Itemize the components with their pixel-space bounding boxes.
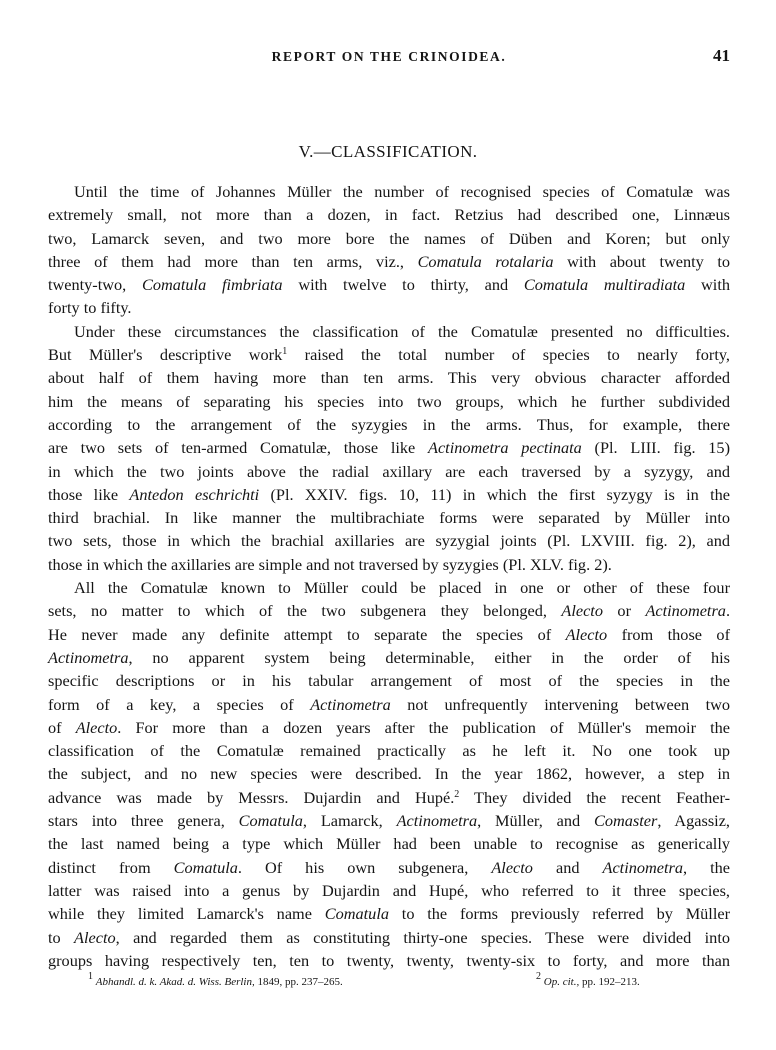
footnotes <box>88 971 688 994</box>
text-run: about half of them having more than ten arms. This very obvious character afforded <box>48 368 730 388</box>
text-run: classification of the Comatulæ remained practically as he left it. No one took up <box>48 741 730 761</box>
text-run: raised the total number of species to nearly forty, <box>287 345 730 365</box>
italic-term: Comatula <box>238 811 303 831</box>
text-line <box>48 460 730 483</box>
text-run: to <box>48 927 75 947</box>
italic-term: Actinometra <box>48 647 129 667</box>
text-run: . For more than a dozen years after the publication of Müller's memoir the <box>117 717 730 737</box>
italic-term: Actinometra <box>602 857 683 877</box>
text-line <box>48 762 730 785</box>
text-run: those in which the axillaries are simple and not traversed by syzygies (Pl. XLV. fig. 2). <box>48 554 612 574</box>
italic-term: Comatula <box>173 857 238 877</box>
paragraph <box>48 576 730 972</box>
text-run: with about twenty to <box>553 251 731 271</box>
italic-term: Antedon eschrichti <box>129 484 260 504</box>
text-line <box>48 832 730 855</box>
text-run: from those of <box>607 624 730 644</box>
footnote-source: Op. cit., <box>543 976 580 988</box>
text-line <box>48 879 730 902</box>
text-run: , and regarded them as constituting thirty-one species. These were divided into <box>115 927 730 947</box>
text-line <box>48 343 730 366</box>
text-run: They divided the recent Feather- <box>459 787 730 807</box>
text-line <box>48 669 730 692</box>
text-line <box>48 529 730 552</box>
text-run: two, Lamarck seven, and two more bore the names of Düben and Koren; but only <box>48 228 730 248</box>
text-line <box>48 250 730 273</box>
text-line <box>48 320 730 343</box>
text-line <box>48 926 730 949</box>
text-run: with twelve to thirty, and <box>282 275 524 295</box>
text-run: , Agassiz, <box>657 811 730 831</box>
italic-term: Actinometra pectinata <box>428 438 582 458</box>
text-run: , Lamarck, <box>302 811 397 831</box>
text-run: and <box>532 857 603 877</box>
text-line <box>48 390 730 413</box>
text-run: groups having respectively ten, ten to twenty, twenty, twenty-six to forty, and more than <box>48 950 730 970</box>
text-run: (Pl. LIII. fig. 15) <box>581 438 730 458</box>
text-run: three of them had more than ten arms, viz., <box>48 251 418 271</box>
text-run: stars into three genera, <box>48 811 239 831</box>
text-line <box>48 576 730 599</box>
text-run: , the <box>683 857 730 877</box>
text-line <box>48 786 730 809</box>
italic-term: Comatula fimbriata <box>141 275 283 295</box>
text-run: to the forms previously referred by Müller <box>388 904 730 924</box>
footnote-marker: 1 <box>88 971 93 982</box>
text-run: , Müller, and <box>477 811 595 831</box>
section-title: V.—CLASSIFICATION. <box>298 142 478 161</box>
text-run: not unfrequently intervening between two <box>390 694 730 714</box>
text-run: those like <box>48 484 130 504</box>
text-run: him the means of separating his species into two groups, which he further subdivided <box>48 391 730 411</box>
text-run: of <box>48 717 76 737</box>
footnote-marker: 2 <box>536 971 541 982</box>
text-run: third brachial. In like manner the multibrachiate forms were separated by Müller into <box>48 508 730 528</box>
text-line <box>48 273 730 296</box>
italic-term: Actinometra <box>396 811 478 831</box>
footnote-pages: pp. 192–213. <box>579 976 640 988</box>
text-run: in which the two joints above the radial axillary are each traversed by a syzygy, and <box>48 461 730 481</box>
footnote-1 <box>88 971 343 988</box>
text-run: the subject, and no new species were described. In the year 1862, however, a step in <box>48 764 730 784</box>
text-line <box>48 483 730 506</box>
text-line <box>48 693 730 716</box>
text-run: Under these circumstances the classification of the Comatulæ presented no difficulties. <box>74 321 730 341</box>
text-run: He never made any definite attempt to separate the species of <box>48 624 566 644</box>
text-run: twenty-two, <box>48 275 142 295</box>
italic-term: Comaster <box>594 811 658 831</box>
text-run: , no apparent system being determinable, either in the order of his <box>128 647 730 667</box>
running-header <box>48 46 730 71</box>
text-run: advance was made by Messrs. Dujardin and Hupé. <box>48 787 455 807</box>
italic-term: Alecto <box>491 857 533 877</box>
text-line <box>48 623 730 646</box>
text-run: form of a key, a species of <box>48 694 311 714</box>
text-line <box>48 506 730 529</box>
text-line <box>48 413 730 436</box>
text-run: according to the arrangement of the syzygies in the arms. Thus, for example, there <box>48 414 730 434</box>
text-line <box>48 227 730 250</box>
italic-term: Actinometra <box>645 601 726 621</box>
text-line <box>48 203 730 226</box>
italic-term: Alecto <box>565 624 608 644</box>
italic-term: Actinometra <box>310 694 391 714</box>
paragraph <box>48 320 730 576</box>
text-run: . <box>725 601 731 621</box>
text-line <box>48 716 730 739</box>
text-run: But Müller's descriptive work <box>48 345 283 365</box>
text-line <box>48 599 730 622</box>
footnote-2 <box>536 971 640 988</box>
text-run: with <box>685 275 730 295</box>
text-run: two sets, those in which the brachial axillaries are syzygial joints (Pl. LXVIII. fig. 2), and <box>48 531 730 551</box>
text-run: distinct from <box>48 857 174 877</box>
text-line <box>48 949 730 972</box>
text-run: Until the time of Johannes Müller the number of recognised species of Comatulæ was <box>74 182 730 201</box>
italic-term: Comatula multiradiata <box>523 275 686 295</box>
text-line <box>48 180 730 203</box>
text-run: latter was raised into a genus by Dujardin and Hupé, who referred to it three species, <box>48 880 730 900</box>
paragraph <box>48 180 730 320</box>
text-run: . Of his own subgenera, <box>237 857 492 877</box>
text-run: the last named being a type which Müller had been unable to recognise as generically <box>48 834 730 854</box>
italic-term: Comatula <box>324 904 389 924</box>
text-line <box>48 436 730 459</box>
footnote-pages: 1849, pp. 237–265. <box>254 976 343 988</box>
text-run: are two sets of ten-armed Comatulæ, those like <box>48 438 428 458</box>
running-title: REPORT ON THE CRINOIDEA. <box>271 49 507 64</box>
italic-term: Alecto <box>74 927 116 947</box>
page-number: 41 <box>713 46 730 65</box>
text-run: while they limited Lamarck's name <box>48 904 325 924</box>
italic-term: Alecto <box>75 717 118 737</box>
text-line <box>48 856 730 879</box>
text-run: (Pl. XXIV. figs. 10, 11) in which the first syzygy is in the <box>259 484 731 504</box>
text-run: All the Comatulæ known to Müller could be placed in one or other of these four <box>74 578 730 598</box>
text-run: sets, no matter to which of the two subgenera they belonged, <box>48 601 562 621</box>
text-line <box>48 646 730 669</box>
footnote-ref: 2 <box>454 788 460 800</box>
text-line <box>48 902 730 925</box>
text-run: specific descriptions or in his tabular arrangement of most of the species in the <box>48 671 730 691</box>
text-line <box>48 296 730 319</box>
text-run: forty to fifty. <box>48 298 132 318</box>
footnote-source: Abhandl. d. k. Akad. d. Wiss. Berlin, <box>95 976 255 988</box>
text-line <box>48 739 730 762</box>
footnote-ref: 1 <box>282 346 288 358</box>
text-line <box>48 553 730 576</box>
italic-term: Comatula rotalaria <box>417 251 554 271</box>
text-run: extremely small, not more than a dozen, in fact. Retzius had described one, Linnæus <box>48 205 730 225</box>
body-text <box>48 180 730 972</box>
text-line <box>48 809 730 832</box>
italic-term: Alecto <box>561 601 603 621</box>
text-run: or <box>602 601 646 621</box>
text-line <box>48 366 730 389</box>
